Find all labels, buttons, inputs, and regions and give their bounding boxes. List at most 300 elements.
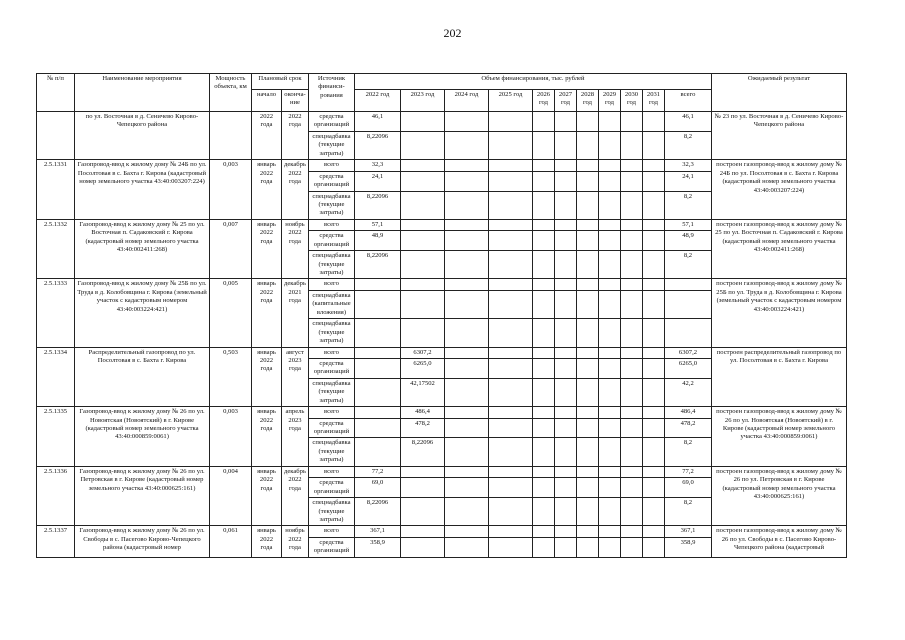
- header-result: Ожидаемый результат: [711, 74, 846, 112]
- year-value: 8,22096: [354, 251, 400, 279]
- year-value: [576, 219, 598, 230]
- year-value: [354, 279, 400, 290]
- year-value: [642, 112, 664, 132]
- entry-end: апрель 2023 года: [282, 407, 309, 467]
- year-value: [620, 191, 642, 219]
- year-value: [444, 112, 488, 132]
- year-value: [400, 526, 444, 537]
- entry-name: Газопровод-ввод к жилому дому № 26 по ул. Свободы в с. Пасегово Кирово-Чепецкого района (кадастровый номер: [75, 526, 210, 557]
- funding-source: спецнадбавка (текущие затраты): [308, 378, 354, 406]
- year-value: [554, 279, 576, 290]
- entry-number: 2.5.1331: [37, 160, 75, 220]
- year-value: [598, 319, 620, 347]
- year-value: 69,0: [354, 478, 400, 498]
- year-value: [598, 131, 620, 159]
- header-year: 2029 год: [598, 90, 620, 112]
- year-value: [554, 219, 576, 230]
- year-value: [642, 279, 664, 290]
- entry-name: Газопровод-ввод к жилому дому № 26 по ул. Петровская в г. Кирове (кадастровый номер земельного участка 43:40:000625:161): [75, 466, 210, 526]
- year-value: [532, 407, 554, 418]
- year-value: [488, 231, 532, 251]
- year-value: [400, 171, 444, 191]
- total-value: 358,9: [664, 537, 711, 557]
- year-value: [642, 319, 664, 347]
- table-row: [37, 526, 847, 537]
- expected-result: построен газопровод-ввод к жилому дому № 25Б по ул. Труда в д. Колобовщина г. Кирова (земельный участок с кадастровым номером 43:40:003224:421): [711, 279, 846, 347]
- total-value: 6265,0: [664, 358, 711, 378]
- table-row: [37, 279, 847, 290]
- year-value: [354, 290, 400, 318]
- year-value: [488, 478, 532, 498]
- year-value: [620, 407, 642, 418]
- year-value: [598, 251, 620, 279]
- year-value: [400, 251, 444, 279]
- year-value: [554, 171, 576, 191]
- table-body: [37, 112, 847, 558]
- entry-name: Газопровод-ввод к жилому дому № 25 по ул. Восточная п. Садаковский г. Кирова (кадастровый номер земельного участка 43:40:002411:268): [75, 219, 210, 279]
- year-value: [598, 231, 620, 251]
- year-value: [532, 219, 554, 230]
- year-value: 46,1: [354, 112, 400, 132]
- year-value: 8,22096: [354, 191, 400, 219]
- year-value: [488, 418, 532, 438]
- year-value: [444, 191, 488, 219]
- year-value: [354, 418, 400, 438]
- header-year: 2027 год: [554, 90, 576, 112]
- header-capacity: Мощность объекта, км: [210, 74, 252, 112]
- year-value: [576, 478, 598, 498]
- entry-end: 2022 года: [282, 112, 309, 160]
- year-value: [642, 498, 664, 526]
- year-value: [620, 526, 642, 537]
- funding-source: спецнадбавка (текущие затраты): [308, 131, 354, 159]
- year-value: [488, 219, 532, 230]
- entry-capacity: 0,005: [210, 279, 252, 347]
- table-row: [37, 219, 847, 230]
- year-value: 6265,0: [400, 358, 444, 378]
- entry-end: ноябрь 2022 года: [282, 219, 309, 279]
- year-value: [488, 319, 532, 347]
- entry-start: январь 2022 года: [252, 219, 282, 279]
- year-value: [620, 438, 642, 466]
- year-value: [554, 251, 576, 279]
- year-value: [488, 112, 532, 132]
- year-value: [488, 358, 532, 378]
- funding-source: средства организаций: [308, 418, 354, 438]
- year-value: [444, 279, 488, 290]
- year-value: [532, 160, 554, 171]
- year-value: [598, 537, 620, 557]
- year-value: [642, 219, 664, 230]
- entry-end: декабрь 2021 года: [282, 279, 309, 347]
- year-value: [598, 358, 620, 378]
- year-value: [532, 231, 554, 251]
- year-value: [554, 378, 576, 406]
- year-value: [576, 279, 598, 290]
- total-value: 486,4: [664, 407, 711, 418]
- entry-capacity: 0,007: [210, 219, 252, 279]
- expected-result: № 23 по ул. Восточная в д. Сеничево Кирово-Чепецкого района: [711, 112, 846, 160]
- table-row: [37, 466, 847, 477]
- year-value: [598, 347, 620, 358]
- year-value: [598, 478, 620, 498]
- year-value: [620, 160, 642, 171]
- year-value: [354, 358, 400, 378]
- year-value: [532, 347, 554, 358]
- year-value: [642, 407, 664, 418]
- year-value: [620, 358, 642, 378]
- year-value: [642, 526, 664, 537]
- year-value: 24,1: [354, 171, 400, 191]
- funding-source: спецнадбавка (текущие затраты): [308, 498, 354, 526]
- year-value: 57,1: [354, 219, 400, 230]
- entry-capacity: 0,503: [210, 347, 252, 407]
- year-value: [642, 131, 664, 159]
- year-value: [554, 347, 576, 358]
- year-value: [642, 160, 664, 171]
- year-value: [444, 219, 488, 230]
- year-value: [488, 526, 532, 537]
- year-value: [598, 498, 620, 526]
- header-term-end: оконча-ние: [282, 90, 309, 112]
- funding-source: всего: [308, 347, 354, 358]
- year-value: [554, 418, 576, 438]
- year-value: [532, 290, 554, 318]
- year-value: [400, 231, 444, 251]
- year-value: [576, 112, 598, 132]
- year-value: [444, 466, 488, 477]
- year-value: [400, 279, 444, 290]
- year-value: [554, 537, 576, 557]
- year-value: [532, 319, 554, 347]
- year-value: [532, 498, 554, 526]
- funding-source: всего: [308, 279, 354, 290]
- year-value: [354, 407, 400, 418]
- year-value: [554, 131, 576, 159]
- year-value: [488, 537, 532, 557]
- total-value: 8,2: [664, 438, 711, 466]
- table-row: [37, 160, 847, 171]
- year-value: [554, 358, 576, 378]
- year-value: [642, 418, 664, 438]
- header-name: Наименование мероприятия: [75, 74, 210, 112]
- year-value: [642, 251, 664, 279]
- funding-source: всего: [308, 526, 354, 537]
- year-value: [532, 526, 554, 537]
- year-value: [620, 112, 642, 132]
- year-value: 6307,2: [400, 347, 444, 358]
- year-value: [642, 231, 664, 251]
- year-value: [554, 112, 576, 132]
- year-value: [444, 537, 488, 557]
- year-value: [620, 498, 642, 526]
- total-value: 8,2: [664, 131, 711, 159]
- year-value: [598, 526, 620, 537]
- expected-result: построен газопровод-ввод к жилому дому № 25 по ул. Восточная п. Садаковский г. Кирова (кадастровый номер земельного участка 43:40:002411:268): [711, 219, 846, 279]
- year-value: [576, 347, 598, 358]
- total-value: 42,2: [664, 378, 711, 406]
- year-value: [354, 319, 400, 347]
- table-row: [37, 407, 847, 418]
- year-value: 486,4: [400, 407, 444, 418]
- year-value: [554, 191, 576, 219]
- header-term-start: начало: [252, 90, 282, 112]
- funding-source: спецнадбавка (текущие затраты): [308, 251, 354, 279]
- total-value: 57,1: [664, 219, 711, 230]
- header-year: 2028 год: [576, 90, 598, 112]
- year-value: [400, 319, 444, 347]
- table-row: [37, 112, 847, 132]
- year-value: [488, 378, 532, 406]
- year-value: [400, 498, 444, 526]
- year-value: [444, 478, 488, 498]
- year-value: [444, 498, 488, 526]
- entry-end: декабрь 2022 года: [282, 160, 309, 220]
- year-value: [444, 407, 488, 418]
- year-value: [532, 478, 554, 498]
- year-value: 478,2: [400, 418, 444, 438]
- total-value: 8,2: [664, 498, 711, 526]
- entry-start: январь 2022 года: [252, 466, 282, 526]
- funding-source: спецнадбавка (текущие затраты): [308, 191, 354, 219]
- header-year: 2023 год: [400, 90, 444, 112]
- funding-source: средства организаций: [308, 171, 354, 191]
- header-year: 2026 год: [532, 90, 554, 112]
- year-value: 42,17502: [400, 378, 444, 406]
- expected-result: построен газопровод-ввод к жилому дому № 26 по ул. Свободы в с. Пасегово Кирово-Чепецкого района (кадастровый: [711, 526, 846, 557]
- entry-capacity: 0,004: [210, 466, 252, 526]
- entry-name: по ул. Восточная в д. Сеничево Кирово-Чепецкого района: [75, 112, 210, 160]
- entry-start: январь 2022 года: [252, 160, 282, 220]
- year-value: [488, 498, 532, 526]
- entry-number: 2.5.1334: [37, 347, 75, 407]
- entry-number: [37, 112, 75, 160]
- header-year: 2031 год: [642, 90, 664, 112]
- funding-source: спецнадбавка (текущие затраты): [308, 319, 354, 347]
- year-value: [444, 171, 488, 191]
- table-row: [37, 347, 847, 358]
- year-value: [642, 347, 664, 358]
- year-value: [642, 378, 664, 406]
- year-value: [620, 478, 642, 498]
- year-value: [598, 171, 620, 191]
- year-value: [598, 219, 620, 230]
- expected-result: построен распределительный газопровод по ул. Посолтовая в с. Бахта г. Кирова: [711, 347, 846, 407]
- year-value: [400, 191, 444, 219]
- year-value: [642, 191, 664, 219]
- year-value: [532, 378, 554, 406]
- year-value: [620, 251, 642, 279]
- year-value: [488, 290, 532, 318]
- funding-source: средства организаций: [308, 478, 354, 498]
- year-value: [532, 191, 554, 219]
- year-value: [598, 191, 620, 219]
- header-total: всего: [664, 90, 711, 112]
- year-value: [598, 112, 620, 132]
- year-value: [354, 347, 400, 358]
- funding-source: всего: [308, 219, 354, 230]
- year-value: [488, 466, 532, 477]
- year-value: [532, 418, 554, 438]
- year-value: [532, 438, 554, 466]
- year-value: [400, 131, 444, 159]
- year-value: [620, 231, 642, 251]
- header-term: Плановый срок: [252, 74, 309, 90]
- year-value: [598, 378, 620, 406]
- entry-number: 2.5.1337: [37, 526, 75, 557]
- total-value: 24,1: [664, 171, 711, 191]
- year-value: [620, 418, 642, 438]
- year-value: 32,3: [354, 160, 400, 171]
- header-year: 2024 год: [444, 90, 488, 112]
- total-value: 367,1: [664, 526, 711, 537]
- header-year: 2025 год: [488, 90, 532, 112]
- year-value: [488, 438, 532, 466]
- entry-start: январь 2022 года: [252, 526, 282, 557]
- year-value: [554, 438, 576, 466]
- year-value: [354, 438, 400, 466]
- entry-number: 2.5.1333: [37, 279, 75, 347]
- year-value: 48,9: [354, 231, 400, 251]
- year-value: [488, 131, 532, 159]
- year-value: [576, 418, 598, 438]
- funding-source: всего: [308, 407, 354, 418]
- year-value: [400, 537, 444, 557]
- year-value: [642, 290, 664, 318]
- header-volume: Объем финансирования, тыс. рублей: [354, 74, 711, 90]
- year-value: [400, 160, 444, 171]
- year-value: [532, 358, 554, 378]
- year-value: [642, 466, 664, 477]
- total-value: 478,2: [664, 418, 711, 438]
- year-value: [444, 319, 488, 347]
- funding-source: всего: [308, 466, 354, 477]
- year-value: [576, 191, 598, 219]
- year-value: 8,22096: [354, 498, 400, 526]
- total-value: 6307,2: [664, 347, 711, 358]
- year-value: [554, 478, 576, 498]
- year-value: [444, 160, 488, 171]
- entry-number: 2.5.1332: [37, 219, 75, 279]
- year-value: [554, 466, 576, 477]
- entry-number: 2.5.1335: [37, 407, 75, 467]
- year-value: [532, 112, 554, 132]
- year-value: [400, 478, 444, 498]
- year-value: 367,1: [354, 526, 400, 537]
- year-value: [576, 498, 598, 526]
- year-value: [598, 407, 620, 418]
- year-value: [488, 160, 532, 171]
- funding-source: средства организаций: [308, 537, 354, 557]
- financing-table: [36, 73, 847, 558]
- year-value: [532, 466, 554, 477]
- year-value: [554, 526, 576, 537]
- year-value: [554, 319, 576, 347]
- year-value: [620, 347, 642, 358]
- entry-capacity: 0,003: [210, 407, 252, 467]
- entry-name: Газопровод-ввод к жилому дому № 25Б по ул. Труда в д. Колобовщина г. Кирова (земельный участок с кадастровым номером 43:40:003224:421): [75, 279, 210, 347]
- year-value: [488, 279, 532, 290]
- total-value: 8,2: [664, 191, 711, 219]
- year-value: [576, 319, 598, 347]
- expected-result: построен газопровод-ввод к жилому дому № 26 по ул. Новоятская (Новоятский) в г. Кирове (кадастровый номер земельного участка 43:40:000859:0061): [711, 407, 846, 467]
- year-value: [400, 112, 444, 132]
- year-value: [576, 438, 598, 466]
- year-value: [444, 526, 488, 537]
- entry-capacity: 0,003: [210, 160, 252, 220]
- year-value: [400, 219, 444, 230]
- year-value: [576, 171, 598, 191]
- total-value: 69,0: [664, 478, 711, 498]
- year-value: [598, 279, 620, 290]
- total-value: [664, 279, 711, 290]
- year-value: [488, 171, 532, 191]
- entry-capacity: 0,061: [210, 526, 252, 557]
- year-value: [620, 219, 642, 230]
- year-value: [598, 160, 620, 171]
- year-value: [620, 171, 642, 191]
- total-value: 48,9: [664, 231, 711, 251]
- funding-source: средства организаций: [308, 358, 354, 378]
- year-value: [488, 251, 532, 279]
- year-value: [576, 407, 598, 418]
- year-value: [576, 251, 598, 279]
- year-value: [642, 171, 664, 191]
- entry-start: 2022 года: [252, 112, 282, 160]
- year-value: [598, 438, 620, 466]
- year-value: [620, 290, 642, 318]
- year-value: [444, 347, 488, 358]
- year-value: [620, 537, 642, 557]
- year-value: 8,22096: [354, 131, 400, 159]
- entry-end: ноябрь 2022 года: [282, 526, 309, 557]
- year-value: [598, 418, 620, 438]
- entry-end: декабрь 2022 года: [282, 466, 309, 526]
- year-value: [576, 131, 598, 159]
- year-value: [532, 279, 554, 290]
- total-value: 32,3: [664, 160, 711, 171]
- year-value: [554, 160, 576, 171]
- entry-start: январь 2022 года: [252, 347, 282, 407]
- year-value: [354, 378, 400, 406]
- year-value: [620, 466, 642, 477]
- year-value: [576, 160, 598, 171]
- year-value: [620, 131, 642, 159]
- year-value: [576, 378, 598, 406]
- header-source: Источник финанси-рования: [308, 74, 354, 112]
- funding-source: всего: [308, 160, 354, 171]
- year-value: [444, 131, 488, 159]
- header-num: № п/п: [37, 74, 75, 112]
- year-value: 77,2: [354, 466, 400, 477]
- year-value: [554, 231, 576, 251]
- funding-source: средства организаций: [308, 231, 354, 251]
- year-value: [400, 466, 444, 477]
- year-value: [576, 526, 598, 537]
- table-header: [37, 74, 847, 112]
- year-value: [532, 171, 554, 191]
- entry-start: январь 2022 года: [252, 407, 282, 467]
- funding-source: спецнадбавка (текущие затраты): [308, 438, 354, 466]
- year-value: [576, 290, 598, 318]
- year-value: [488, 407, 532, 418]
- year-value: [576, 537, 598, 557]
- year-value: [554, 498, 576, 526]
- year-value: [642, 478, 664, 498]
- year-value: 358,9: [354, 537, 400, 557]
- header-year: 2022 год: [354, 90, 400, 112]
- year-value: [444, 358, 488, 378]
